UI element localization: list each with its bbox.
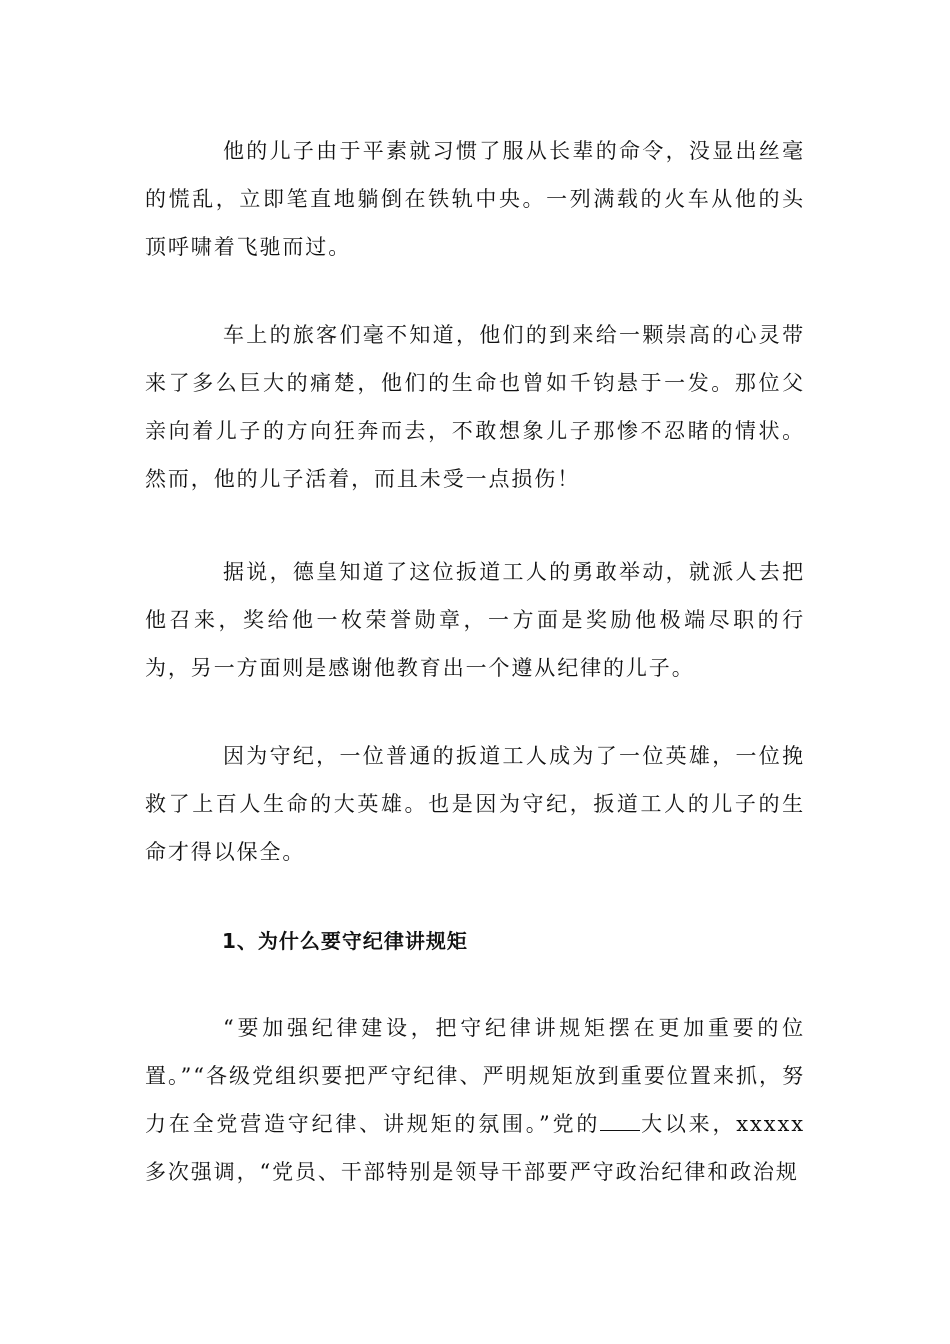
fill-in-blank <box>600 1112 640 1131</box>
paragraph <box>145 1004 805 1196</box>
paragraph-text: “要加强纪律建设，把守纪律讲规矩摆在更加重要的位置。”“各级党组织要把严守纪律、严明规矩放到重要位置来抓，努力在全党营造守纪律、讲规矩的氛围。”党的 <box>145 1016 805 1136</box>
paragraph: 因为守纪，一位普通的扳道工人成为了一位英雄，一位挽救了上百人生命的大英雄。也是因为守纪，扳道工人的儿子的生命才得以保全。 <box>145 744 805 864</box>
paragraph: 他的儿子由于平素就习惯了服从长辈的命令，没显出丝毫的慌乱，立即笔直地躺倒在铁轨中央。一列满载的火车从他的头顶呼啸着飞驰而过。 <box>145 139 805 259</box>
section-heading: 1、为什么要守纪律讲规矩 <box>222 929 468 953</box>
paragraph: 车上的旅客们毫不知道，他们的到来给一颗崇高的心灵带来了多么巨大的痛楚，他们的生命也曾如千钧悬于一发。那位父亲向着儿子的方向狂奔而去，不敢想象儿子那惨不忍睹的情状。然而，他的儿子活着，而且未受一点损伤！ <box>145 323 805 491</box>
paragraph-text: 大以来，xxxxx多次强调，“党员、干部特别是领导干部要严守政治纪律和政治规 <box>145 1112 805 1184</box>
paragraph: 据说，德皇知道了这位扳道工人的勇敢举动，就派人去把他召来，奖给他一枚荣誉勋章，一方面是奖励他极端尽职的行为，另一方面则是感谢他教育出一个遵从纪律的儿子。 <box>145 560 805 680</box>
